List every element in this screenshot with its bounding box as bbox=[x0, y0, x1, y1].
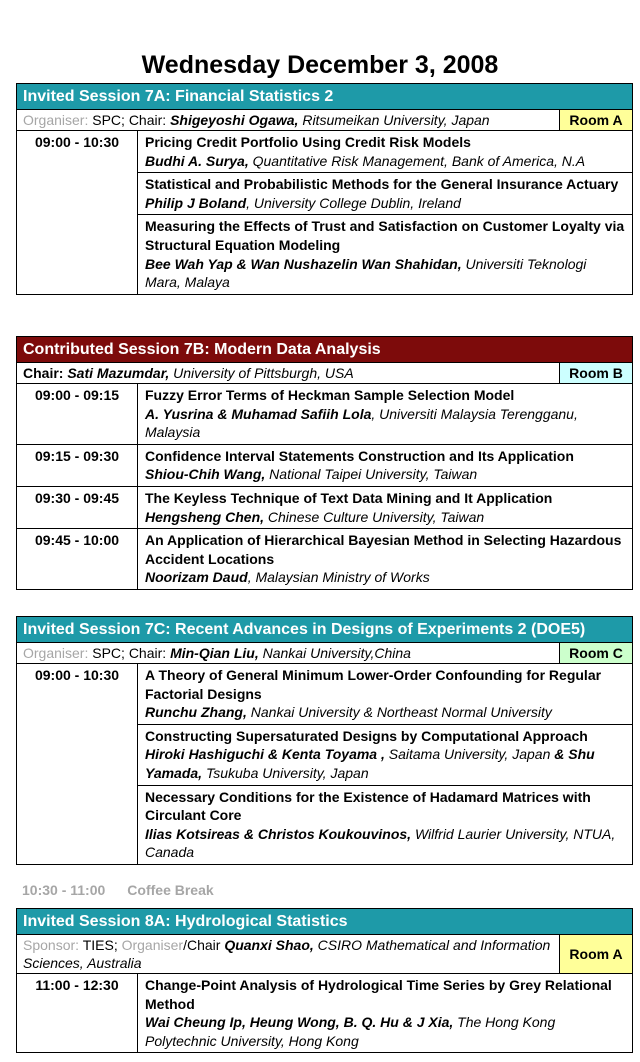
chair-label: ; Chair: bbox=[121, 645, 167, 661]
talk-title: Pricing Credit Portfolio Using Credit Risk Models bbox=[145, 134, 471, 150]
talk-title: A Theory of General Minimum Lower-Order Confounding for Regular Factorial Designs bbox=[145, 667, 602, 702]
day-title: Wednesday December 3, 2008 bbox=[141, 51, 499, 79]
slot-time: 09:30 - 09:45 bbox=[17, 487, 138, 528]
talk-title: Constructing Supersaturated Designs by Computational Approach bbox=[145, 727, 588, 744]
room-badge: Room C bbox=[559, 643, 632, 663]
talk-item bbox=[138, 974, 632, 1052]
talk-authors: Budhi A. Surya, Quantitative Risk Management, Bank of America, N.A bbox=[145, 152, 586, 169]
organiser-label: Organiser bbox=[121, 937, 184, 953]
session-7b bbox=[16, 336, 633, 590]
talk-list bbox=[138, 664, 632, 864]
talk-authors: Runchu Zhang, Nankai University & Northeast Normal University bbox=[145, 704, 552, 721]
talk-authors: Wai Cheung Ip, Heung Wong, B. Q. Hu & J Xia, The Hong Kong Polytechnic University, Hong Kong bbox=[145, 1014, 556, 1049]
chair-name: Quanxi Shao, bbox=[224, 937, 314, 953]
room-badge: Room A bbox=[559, 935, 632, 973]
chair-label: ; Chair: bbox=[121, 112, 167, 128]
room-badge: Room B bbox=[559, 363, 632, 383]
talk-authors: Hengsheng Chen, Chinese Culture University, Taiwan bbox=[145, 508, 485, 525]
session-8a bbox=[16, 908, 633, 1053]
talk-authors: Shiou-Chih Wang, National Taipei University, Taiwan bbox=[145, 466, 478, 483]
talk-item bbox=[138, 487, 632, 528]
session-7a-chair-row bbox=[17, 110, 632, 131]
chair-label: Chair: bbox=[23, 365, 64, 381]
talk-list bbox=[138, 487, 632, 528]
session-7b-chair-row bbox=[17, 363, 632, 384]
talk-item bbox=[138, 529, 632, 589]
chair-affiliation: CSIRO Mathematical and Information Sciences, Australia bbox=[23, 937, 551, 971]
talk-list bbox=[138, 131, 632, 294]
talk-list bbox=[138, 445, 632, 486]
talk-title: An Application of Hierarchical Bayesian Method in Selecting Hazardous Accident Locations bbox=[145, 532, 622, 567]
time-slot bbox=[17, 384, 632, 445]
session-8a-chair: Sponsor: TIES; Organiser/Chair Quanxi Shao, CSIRO Mathematical and Information Sciences, Australia bbox=[23, 937, 551, 971]
talk-title: Measuring the Effects of Trust and Satisfaction on Customer Loyalty via Structural Equation Modeling bbox=[145, 218, 625, 254]
slot-time: 09:15 - 09:30 bbox=[17, 445, 138, 486]
talk-item bbox=[138, 173, 632, 215]
talk-title: Necessary Conditions for the Existence of Hadamard Matrices with Circulant Core bbox=[145, 788, 591, 824]
time-slot bbox=[17, 974, 632, 1052]
chair-label: /Chair bbox=[183, 937, 221, 953]
room-badge: Room A bbox=[559, 110, 632, 130]
session-7c bbox=[16, 616, 633, 865]
time-slot bbox=[17, 529, 632, 589]
slot-time: 09:45 - 10:00 bbox=[17, 529, 138, 589]
talk-item bbox=[138, 725, 632, 786]
chair-affiliation: University of Pittsburgh, USA bbox=[173, 365, 354, 381]
session-7c-chair-row bbox=[17, 643, 632, 664]
talk-item bbox=[138, 786, 632, 864]
sponsor-label: Sponsor: bbox=[23, 937, 80, 953]
talk-authors: Bee Wah Yap & Wan Nushazelin Wan Shahidan, Universiti Teknologi Mara, Malaya bbox=[145, 255, 587, 291]
organiser-name: SPC bbox=[92, 112, 122, 128]
time-slot bbox=[17, 131, 632, 294]
talk-item bbox=[138, 131, 632, 173]
time-slot bbox=[17, 664, 632, 864]
talk-item bbox=[138, 384, 632, 444]
talk-list bbox=[138, 974, 632, 1052]
talk-title: Confidence Interval Statements Construction and Its Application bbox=[145, 447, 574, 464]
talk-item bbox=[138, 215, 632, 293]
talk-item bbox=[138, 445, 632, 486]
sponsor-name: TIES bbox=[82, 937, 114, 953]
slot-time: 09:00 - 10:30 bbox=[17, 131, 138, 294]
organiser-label: Organiser: bbox=[23, 645, 89, 661]
slot-time: 09:00 - 09:15 bbox=[17, 384, 138, 444]
session-7b-header: Contributed Session 7B: Modern Data Analysis bbox=[17, 337, 632, 363]
coffee-break bbox=[22, 881, 236, 900]
talk-authors: A. Yusrina & Muhamad Safiih Lola, Universiti Malaysia Terengganu, Malaysia bbox=[145, 405, 578, 441]
time-slot bbox=[17, 487, 632, 529]
slot-time: 11:00 - 12:30 bbox=[17, 974, 138, 1052]
talk-authors: Ilias Kotsireas & Christos Koukouvinos, Wilfrid Laurier University, NTUA, Canada bbox=[145, 825, 616, 861]
organiser-name: SPC bbox=[92, 645, 122, 661]
session-7b-chair bbox=[17, 363, 559, 383]
chair-name: Shigeyoshi Ogawa, bbox=[170, 112, 299, 128]
talk-list bbox=[138, 529, 632, 589]
session-7a-chair bbox=[17, 110, 559, 130]
talk-list bbox=[138, 384, 632, 444]
coffee-time: 10:30 - 11:00 bbox=[22, 882, 106, 898]
session-8a-chair-row bbox=[17, 935, 632, 974]
talk-title: Change-Point Analysis of Hydrological Time Series by Grey Relational Method bbox=[145, 977, 612, 1012]
talk-authors: Noorizam Daud, Malaysian Ministry of Works bbox=[145, 569, 430, 586]
talk-authors: Philip J Boland, University College Dublin, Ireland bbox=[145, 194, 461, 211]
talk-title: The Keyless Technique of Text Data Mining and It Application bbox=[145, 490, 553, 507]
session-8a-header: Invited Session 8A: Hydrological Statistics bbox=[17, 909, 632, 935]
session-7c-chair bbox=[17, 643, 559, 663]
session-7a bbox=[16, 83, 633, 295]
talk-authors: Hiroki Hashiguchi & Kenta Toyama , Saitama University, Japan & Shu Yamada, Tsukuba University, Japan bbox=[145, 746, 595, 782]
time-slot bbox=[17, 445, 632, 487]
session-7a-header: Invited Session 7A: Financial Statistics 2 bbox=[17, 84, 632, 110]
chair-affiliation: Ritsumeikan University, Japan bbox=[302, 112, 490, 128]
session-7c-header: Invited Session 7C: Recent Advances in Designs of Experiments 2 (DOE5) bbox=[17, 617, 632, 643]
chair-name: Min-Qian Liu, bbox=[170, 645, 259, 661]
organiser-label: Organiser: bbox=[23, 112, 89, 128]
talk-item bbox=[138, 664, 632, 725]
talk-title: Statistical and Probabilistic Methods for the General Insurance Actuary bbox=[145, 176, 619, 193]
talk-title: Fuzzy Error Terms of Heckman Sample Selection Model bbox=[145, 387, 515, 403]
coffee-label: Coffee Break bbox=[127, 882, 214, 898]
slot-time: 09:00 - 10:30 bbox=[17, 664, 138, 864]
chair-affiliation: Nankai University,China bbox=[262, 645, 411, 661]
chair-name: Sati Mazumdar, bbox=[67, 365, 170, 381]
